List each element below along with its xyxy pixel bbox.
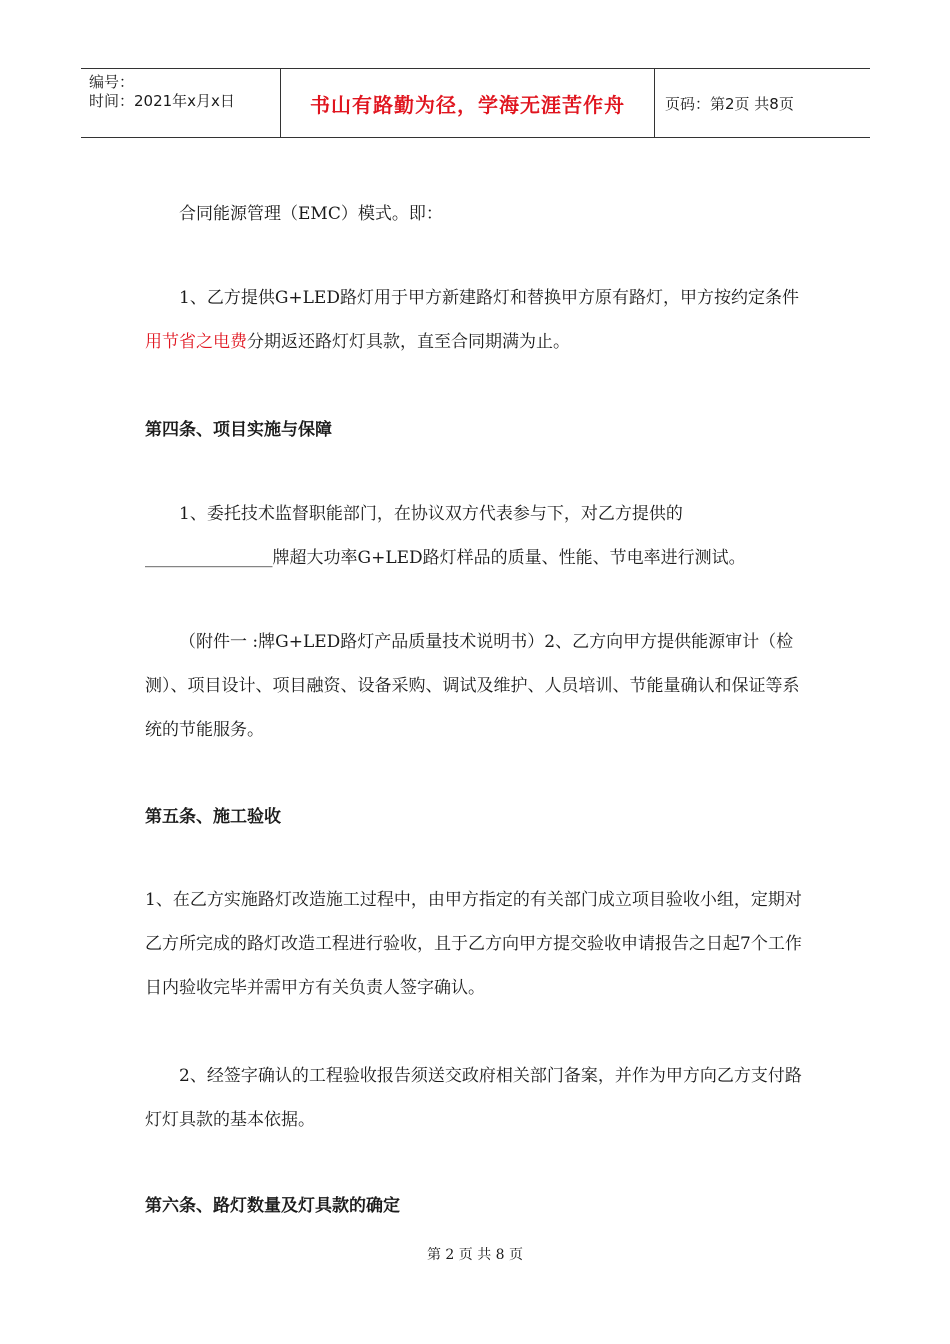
paragraph-supply (145, 276, 805, 364)
page-footer: 第 2 页 共 8 页 (426, 1247, 524, 1263)
page-header (81, 68, 870, 138)
header-page-code: 页码：第2页 共8页 (665, 94, 794, 113)
paragraph-emc: 合同能源管理（EMC）模式。即： (179, 204, 443, 224)
paragraph-acceptance: 1、在乙方实施路灯改造施工过程中，由甲方指定的有关部门成立项目验收小组，定期对乙方所完成的路灯改造工程进行验收，且于乙方向甲方提交验收申请报告之日起7个工作日内验收完毕并需甲方有关负责人签字确认。 (145, 890, 802, 998)
header-meta (81, 69, 281, 137)
paragraph-testing: 1、委托技术监督职能部门，在协议双方代表参与下，对乙方提供的_______________牌超大功率G+LED路灯样品的质量、性能、节电率进行测试。 (145, 504, 746, 568)
document-number: 编号： (89, 73, 135, 91)
document-date: 时间：2021年x月x日 (89, 92, 235, 110)
paragraph-supply-pre: 1、乙方提供G+LED路灯用于甲方新建路灯和替换甲方原有路灯，甲方按约定条件 (179, 288, 799, 308)
heading-article-4: 第四条、项目实施与保障 (145, 420, 332, 440)
heading-article-5: 第五条、施工验收 (145, 807, 281, 827)
paragraph-services: （附件一 :牌G+LED路灯产品质量技术说明书）2、乙方向甲方提供能源审计（检测）、项目设计、项目融资、设备采购、调试及维护、人员培训、节能量确认和保证等系统的节能服务。 (145, 632, 800, 740)
paragraph-filing: 2、经签字确认的工程验收报告须送交政府相关部门备案，并作为甲方向乙方支付路灯灯具款的基本依据。 (145, 1066, 802, 1130)
highlighted-text: 用节省之电费 (145, 332, 247, 352)
paragraph-supply-post: 分期返还路灯灯具款，直至合同期满为止。 (247, 332, 570, 352)
header-motto: 书山有路勤为径，学海无涯苦作舟 (281, 69, 655, 137)
heading-article-6: 第六条、路灯数量及灯具款的确定 (145, 1196, 400, 1216)
